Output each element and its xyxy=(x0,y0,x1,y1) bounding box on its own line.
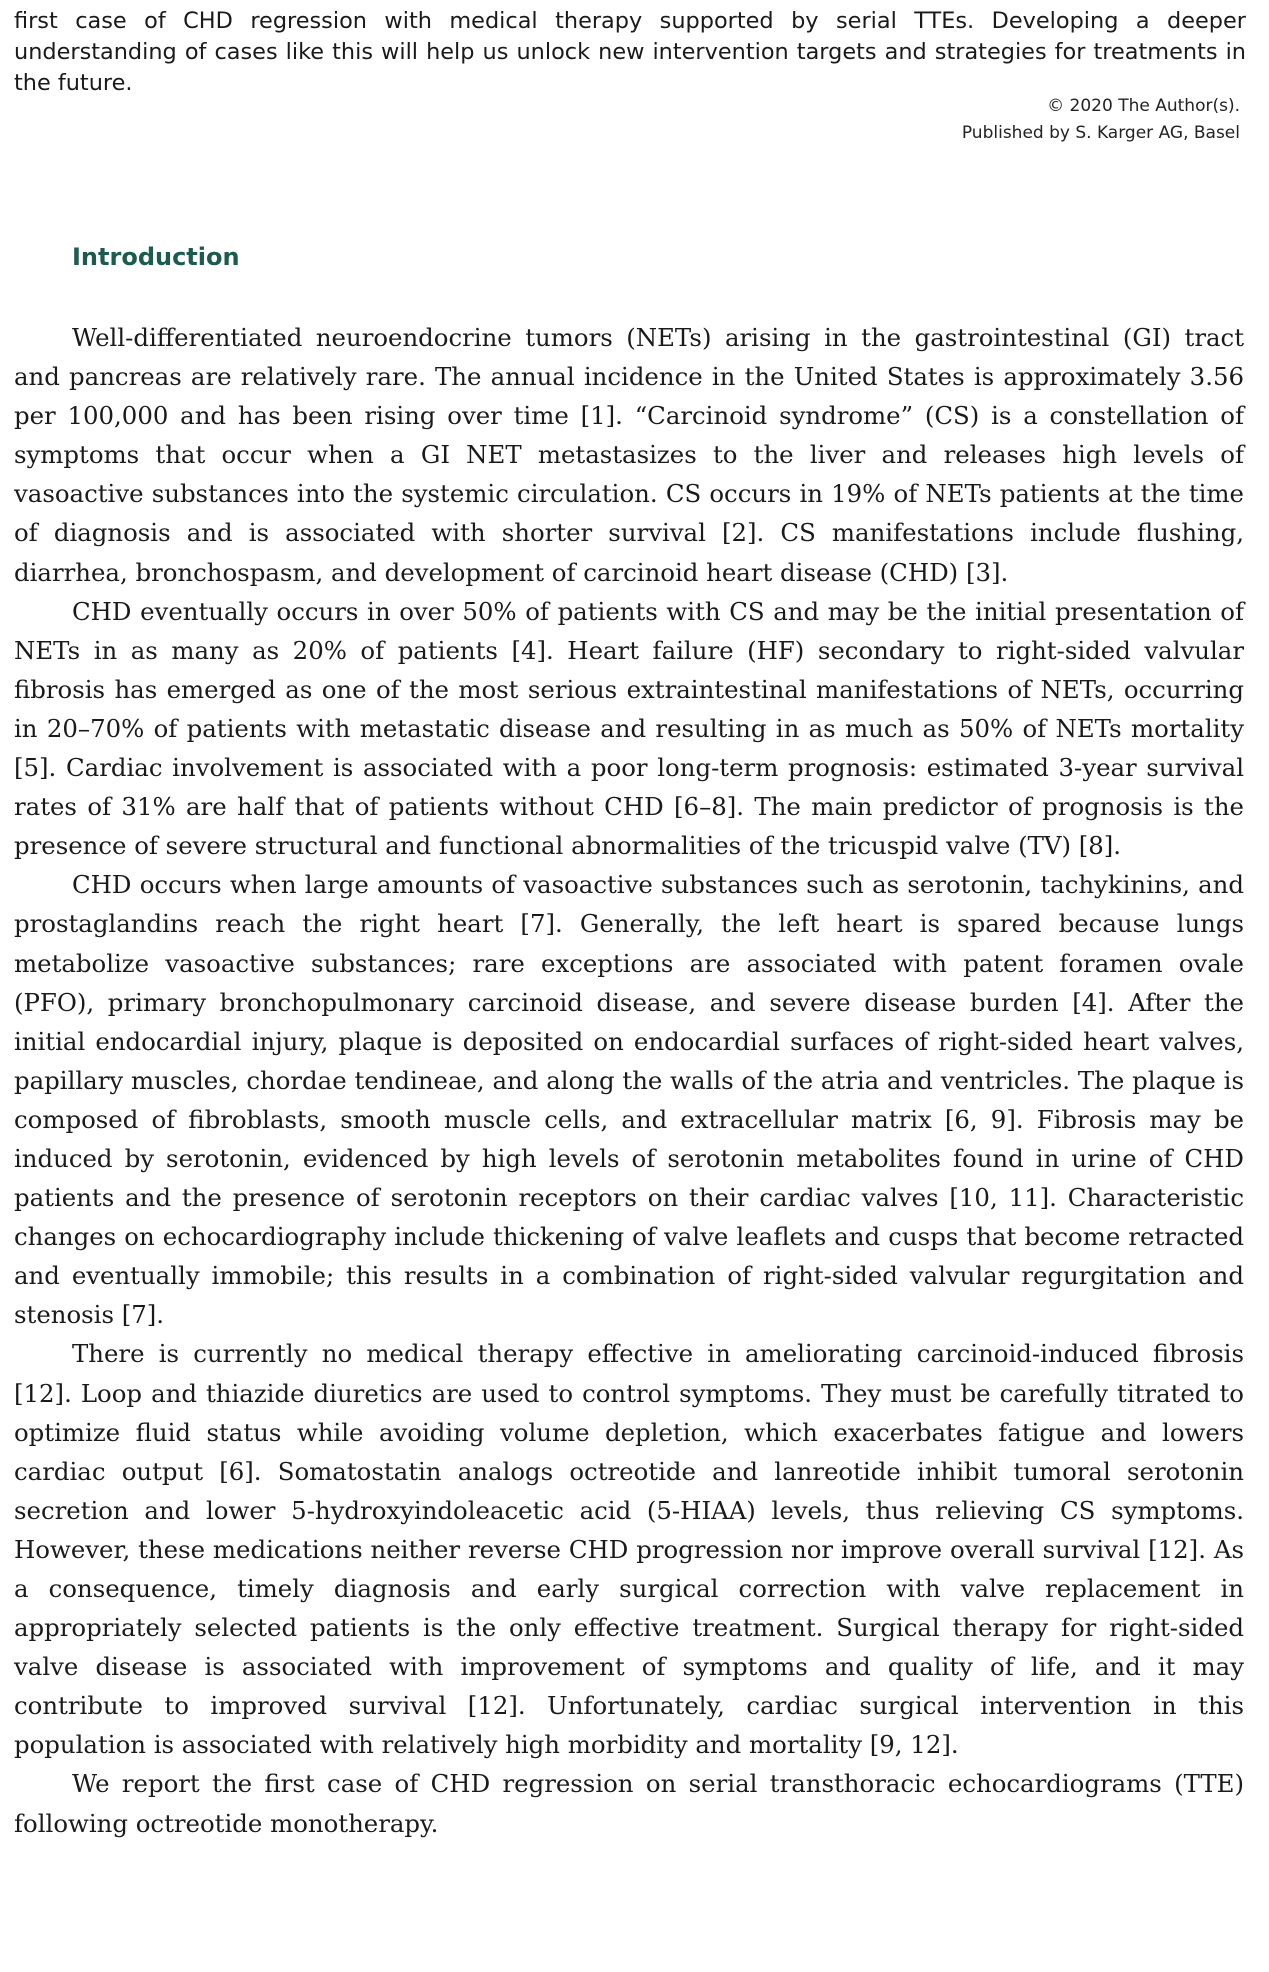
body-paragraph: CHD occurs when large amounts of vasoactive substances such as serotonin, tachykinins, and prostaglandins reach the right heart [7]. Generally, the left heart is spared because lungs metabolize vasoactive substances; rare exceptions are associated with patent foramen ovale (PFO), primary bronchopulmonary carcinoid disease, and severe disease burden [4]. After the initial endocardial injury, plaque is deposited on endocardial surfaces of right-sided heart valves, papillary muscles, chordae tendineae, and along the walls of the atria and ventricles. The plaque is composed of fibroblasts, smooth muscle cells, and extracellular matrix [6, 9]. Fibrosis may be induced by serotonin, evidenced by high levels of serotonin metabolites found in urine of CHD patients and the presence of serotonin receptors on their cardiac valves [10, 11]. Characteristic changes on echocardiography include thickening of valve leaflets and cusps that become retracted and eventually immobile; this results in a combination of right-sided valvular regurgitation and stenosis [7]. xyxy=(14,870,1244,1330)
body-paragraph: There is currently no medical therapy effective in ameliorating carcinoid-induced fibrosis [12]. Loop and thiazide diuretics are used to control symptoms. They must be carefully titrated to optimize fluid status while avoiding volume depletion, which exacerbates fatigue and lowers cardiac output [6]. Somatostatin analogs octreotide and lanreotide inhibit tumoral serotonin secretion and lower 5-hydroxyindoleacetic acid (5-HIAA) levels, thus relieving CS symptoms. However, these medications neither reverse CHD progression nor improve overall survival [12]. As a consequence, timely diagnosis and early surgical correction with valve replacement in appropriately selected patients is the only effective treatment. Surgical therapy for right-sided valve disease is associated with improvement of symptoms and quality of life, and it may contribute to improved survival [12]. Unfortunately, cardiac surgical intervention in this population is associated with relatively high morbidity and mortality [9, 12]. xyxy=(14,1339,1244,1760)
body-paragraph: Well-differentiated neuroendocrine tumors (NETs) arising in the gastrointestinal (GI) tract and pancreas are relatively rare. The annual incidence in the United States is approximately 3.56 per 100,000 and has been rising over time [1]. “Carcinoid syndrome” (CS) is a constellation of symptoms that occur when a GI NET metastasizes to the liver and releases high levels of vasoactive substances into the systemic circulation. CS occurs in 19% of NETs patients at the time of diagnosis and is associated with shorter survival [2]. CS manifestations include flushing, diarrhea, bronchospasm, and development of carcinoid heart disease (CHD) [3]. xyxy=(14,323,1244,587)
introduction-body xyxy=(14,318,1244,1843)
abstract-conclusion-text: first case of CHD regression with medical therapy supported by serial TTEs. Developing a deeper understanding of cases like this will help us unlock new intervention targets and strategies for treatments in the future. xyxy=(14,8,1246,96)
body-paragraph: CHD eventually occurs in over 50% of patients with CS and may be the initial presentation of NETs in as many as 20% of patients [4]. Heart failure (HF) secondary to right-sided valvular fibrosis has emerged as one of the most serious extraintestinal manifestations of NETs, occurring in 20–70% of patients with metastatic disease and resulting in as much as 50% of NETs mortality [5]. Cardiac involvement is associated with a poor long-term prognosis: estimated 3-year survival rates of 31% are half that of patients without CHD [6–8]. The main predictor of prognosis is the presence of severe structural and functional abnormalities of the tricuspid valve (TV) [8]. xyxy=(14,596,1244,861)
copyright-line: © 2020 The Author(s). xyxy=(1047,96,1240,116)
section-heading-introduction: Introduction xyxy=(72,243,240,271)
publisher-line: Published by S. Karger AG, Basel xyxy=(961,123,1240,143)
body-paragraph: We report the first case of CHD regression on serial transthoracic echocardiograms (TTE) following octreotide monotherapy. xyxy=(14,1769,1244,1838)
copyright-notice xyxy=(880,93,1240,147)
